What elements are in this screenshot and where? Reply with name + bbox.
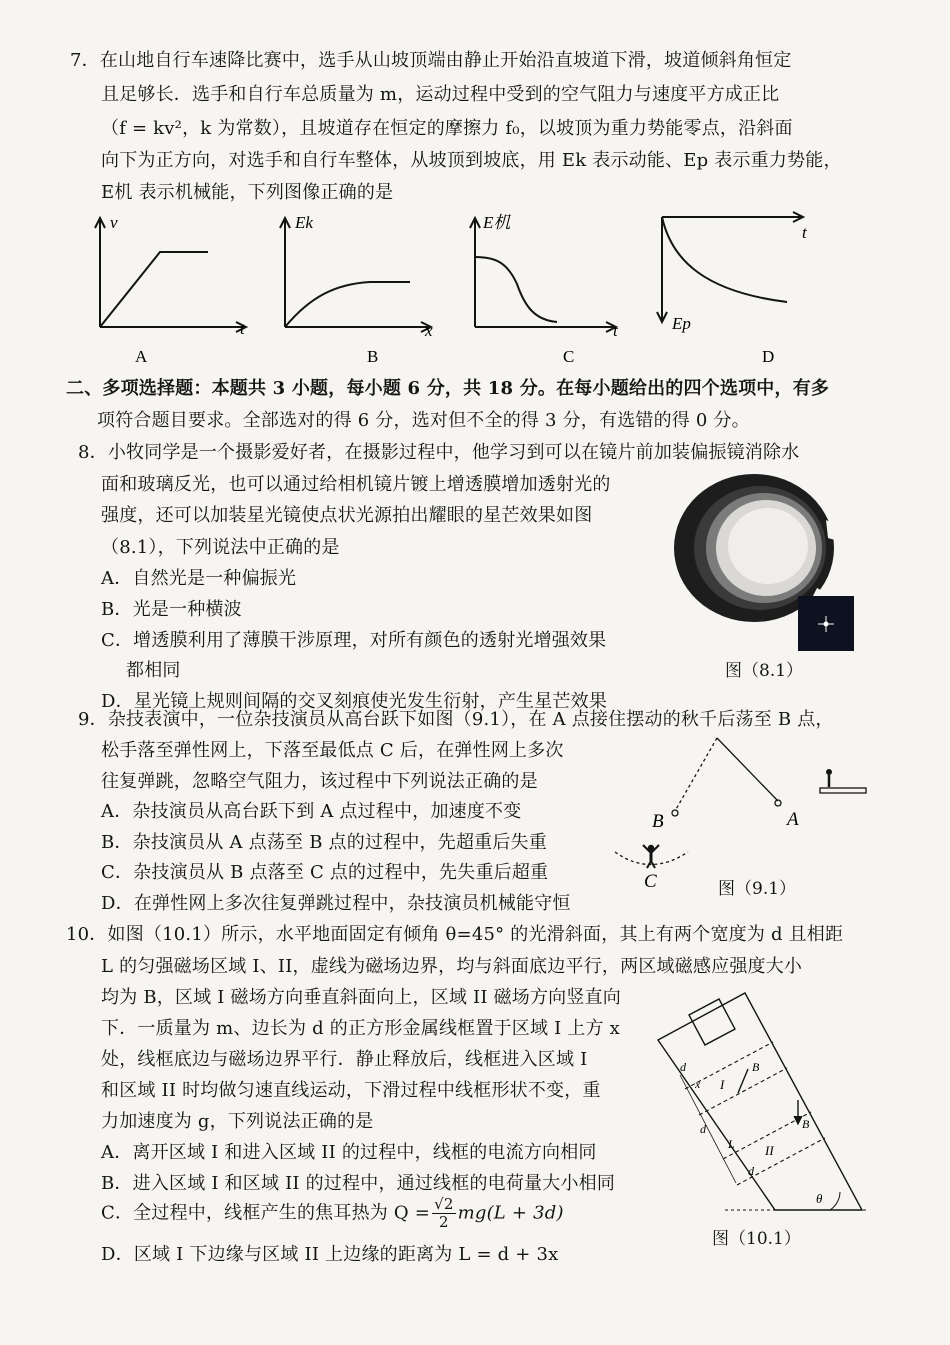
fig-label-b2: B	[802, 1117, 810, 1131]
section2-line2: 项符合题目要求。全部选对的得 6 分，选对但不全的得 3 分，有选错的得 0 分。	[97, 410, 750, 431]
q8-line1: 8．小牧同学是一个摄影爱好者，在摄影过程中，他学习到可以在镜片前加装偏振镜消除水	[78, 442, 800, 463]
figure-10-1-incline	[640, 985, 870, 1215]
q9-opt-d: D．在弹性网上多次往复弹跳过程中，杂技演员机械能守恒	[101, 893, 571, 914]
q7-line2: 且足够长．选手和自行车总质量为 m，运动过程中受到的空气阻力与速度平方成正比	[101, 84, 780, 105]
q9-opt-a: A．杂技演员从高台跃下到 A 点过程中，加速度不变	[101, 801, 522, 822]
q10-opt-c-expr: mg(L + 3d)	[457, 1202, 564, 1224]
q8-opt-b: B．光是一种横波	[101, 599, 242, 620]
q7-line1: 7．在山地自行车速降比赛中，选手从山坡顶端由静止开始沿直坡道下滑，坡道倾斜角恒定	[70, 50, 792, 71]
graph-c-ylabel: E机	[483, 213, 511, 232]
q9-opt-b: B．杂技演员从 A 点荡至 B 点的过程中，先超重后失重	[101, 832, 547, 853]
q9-line1: 9．杂技表演中，一位杂技演员从高台跃下如图（9.1），在 A 点接住摆动的秋千后荡至 B 点，	[78, 709, 834, 730]
q10-line3: 均为 B，区域 I 磁场方向垂直斜面向上，区域 II 磁场方向竖直向	[101, 987, 621, 1008]
fraction-denominator: 2	[438, 1213, 449, 1231]
graph-d-ylabel: Ep	[672, 314, 691, 333]
section2-line1: 二、多项选择题：本题共 3 小题，每小题 6 分，共 18 分。在每小题给出的四个选项中，有多	[66, 378, 830, 399]
fig-label-region-i: I	[720, 1077, 725, 1092]
q10-line7: 力加速度为 g，下列说法正确的是	[101, 1111, 374, 1132]
graph-d	[652, 212, 822, 366]
q10-line4: 下．一质量为 m、边长为 d 的正方形金属线框置于区域 I 上方 x	[101, 1018, 620, 1039]
graph-d-option: D	[762, 347, 775, 366]
graph-c	[465, 212, 635, 366]
q10-line6: 和区域 II 时均做匀速直线运动，下滑过程中线框形状不变，重	[101, 1080, 601, 1101]
q9-line2: 松手落至弹性网上，下落至最低点 C 后，在弹性网上多次	[101, 740, 564, 761]
graph-c-xlabel: t	[613, 321, 618, 340]
graph-a-xlabel: t	[240, 319, 245, 338]
q10-opt-a: A．离开区域 I 和进入区域 II 的过程中，线框的电流方向相同	[101, 1142, 597, 1163]
q10-opt-c-fraction	[432, 1196, 456, 1231]
q9-line3: 往复弹跳，忽略空气阻力，该过程中下列说法正确的是	[101, 771, 538, 792]
q10-line2: L 的匀强磁场区域 I、II，虚线为磁场边界，均与斜面底边平行，两区域磁感应强度大小	[101, 956, 803, 977]
graph-b-curve	[285, 282, 410, 327]
q8-line3: 强度，还可以加装星光镜使点状光源拍出耀眼的星芒效果如图	[101, 505, 593, 526]
label-c: C	[644, 871, 657, 892]
figure-8-1-caption: 图（8.1）	[725, 661, 804, 681]
q9-opt-c: C．杂技演员从 B 点落至 C 点的过程中，先失重后超重	[101, 862, 549, 883]
figure-9-1-caption: 图（9.1）	[718, 879, 797, 899]
q8-opt-c2: 都相同	[126, 660, 181, 681]
fraction-numerator: √2	[434, 1195, 454, 1213]
q10-opt-c-text: C．全过程中，线框产生的焦耳热为 Q =	[101, 1202, 431, 1224]
label-a: A	[787, 809, 799, 830]
q8-line2: 面和玻璃反光，也可以通过给相机镜片镀上增透膜增加透射光的	[101, 474, 611, 495]
graph-c-curve	[475, 257, 557, 322]
fig-label-region-ii: II	[765, 1143, 774, 1158]
graph-b	[275, 212, 445, 366]
figure-10-1-caption: 图（10.1）	[712, 1229, 801, 1249]
graph-b-option: B	[367, 347, 379, 366]
q8-opt-d: D．星光镜上规则间隔的交叉刻痕使光发生衍射，产生星芒效果	[101, 691, 608, 712]
q7-line3: （f = kv²，k 为常数），且坡道存在恒定的摩擦力 f₀，以坡顶为重力势能零点，沿斜面	[101, 118, 793, 139]
q10-line5: 处，线框底边与磁场边界平行．静止释放后，线框进入区域 I	[101, 1049, 588, 1070]
q8-opt-c1: C．增透膜利用了薄膜干涉原理，对所有颜色的透射光增强效果	[101, 630, 607, 651]
label-b: B	[652, 811, 664, 832]
graph-a-curve	[100, 252, 208, 327]
graph-b-ylabel: Ek	[295, 213, 313, 232]
q10-opt-d: D．区域 I 下边缘与区域 II 上边缘的距离为 L = d + 3x	[101, 1244, 559, 1265]
fig-label-d1: d	[680, 1060, 686, 1074]
q10-opt-c	[101, 1196, 564, 1231]
q7-line4: 向下为正方向，对选手和自行车整体，从坡顶到坡底，用 Ek 表示动能、Ep 表示重力势能，	[101, 150, 842, 171]
graph-a-option: A	[135, 347, 148, 366]
graph-c-option: C	[563, 347, 575, 366]
q8-line4: （8.1），下列说法中正确的是	[101, 537, 340, 558]
graph-d-curve	[662, 217, 787, 302]
figure-8-1-lens-filter	[672, 478, 862, 653]
high-platform	[820, 788, 866, 793]
q10-opt-b: B．进入区域 I 和区域 II 的过程中，通过线框的电荷量大小相同	[101, 1173, 616, 1194]
fig-label-b1: B	[752, 1060, 760, 1074]
graph-a-ylabel: v	[110, 213, 118, 232]
q10-line1: 10．如图（10.1）所示，水平地面固定有倾角 θ=45° 的光滑斜面，其上有两个宽度为 d 且相距	[66, 924, 844, 945]
graph-b-xlabel: x	[425, 321, 433, 340]
fig-label-l: L	[728, 1137, 735, 1151]
fig-label-x: x	[695, 1077, 701, 1091]
fig-label-theta: θ	[816, 1191, 823, 1206]
q7-line5: E机 表示机械能，下列图像正确的是	[101, 182, 394, 203]
q8-opt-a: A．自然光是一种偏振光	[101, 568, 297, 589]
fig-label-d3: d	[748, 1164, 754, 1178]
graph-d-xlabel: t	[802, 223, 807, 242]
graph-a	[90, 212, 260, 366]
fig-label-d2: d	[700, 1122, 706, 1136]
